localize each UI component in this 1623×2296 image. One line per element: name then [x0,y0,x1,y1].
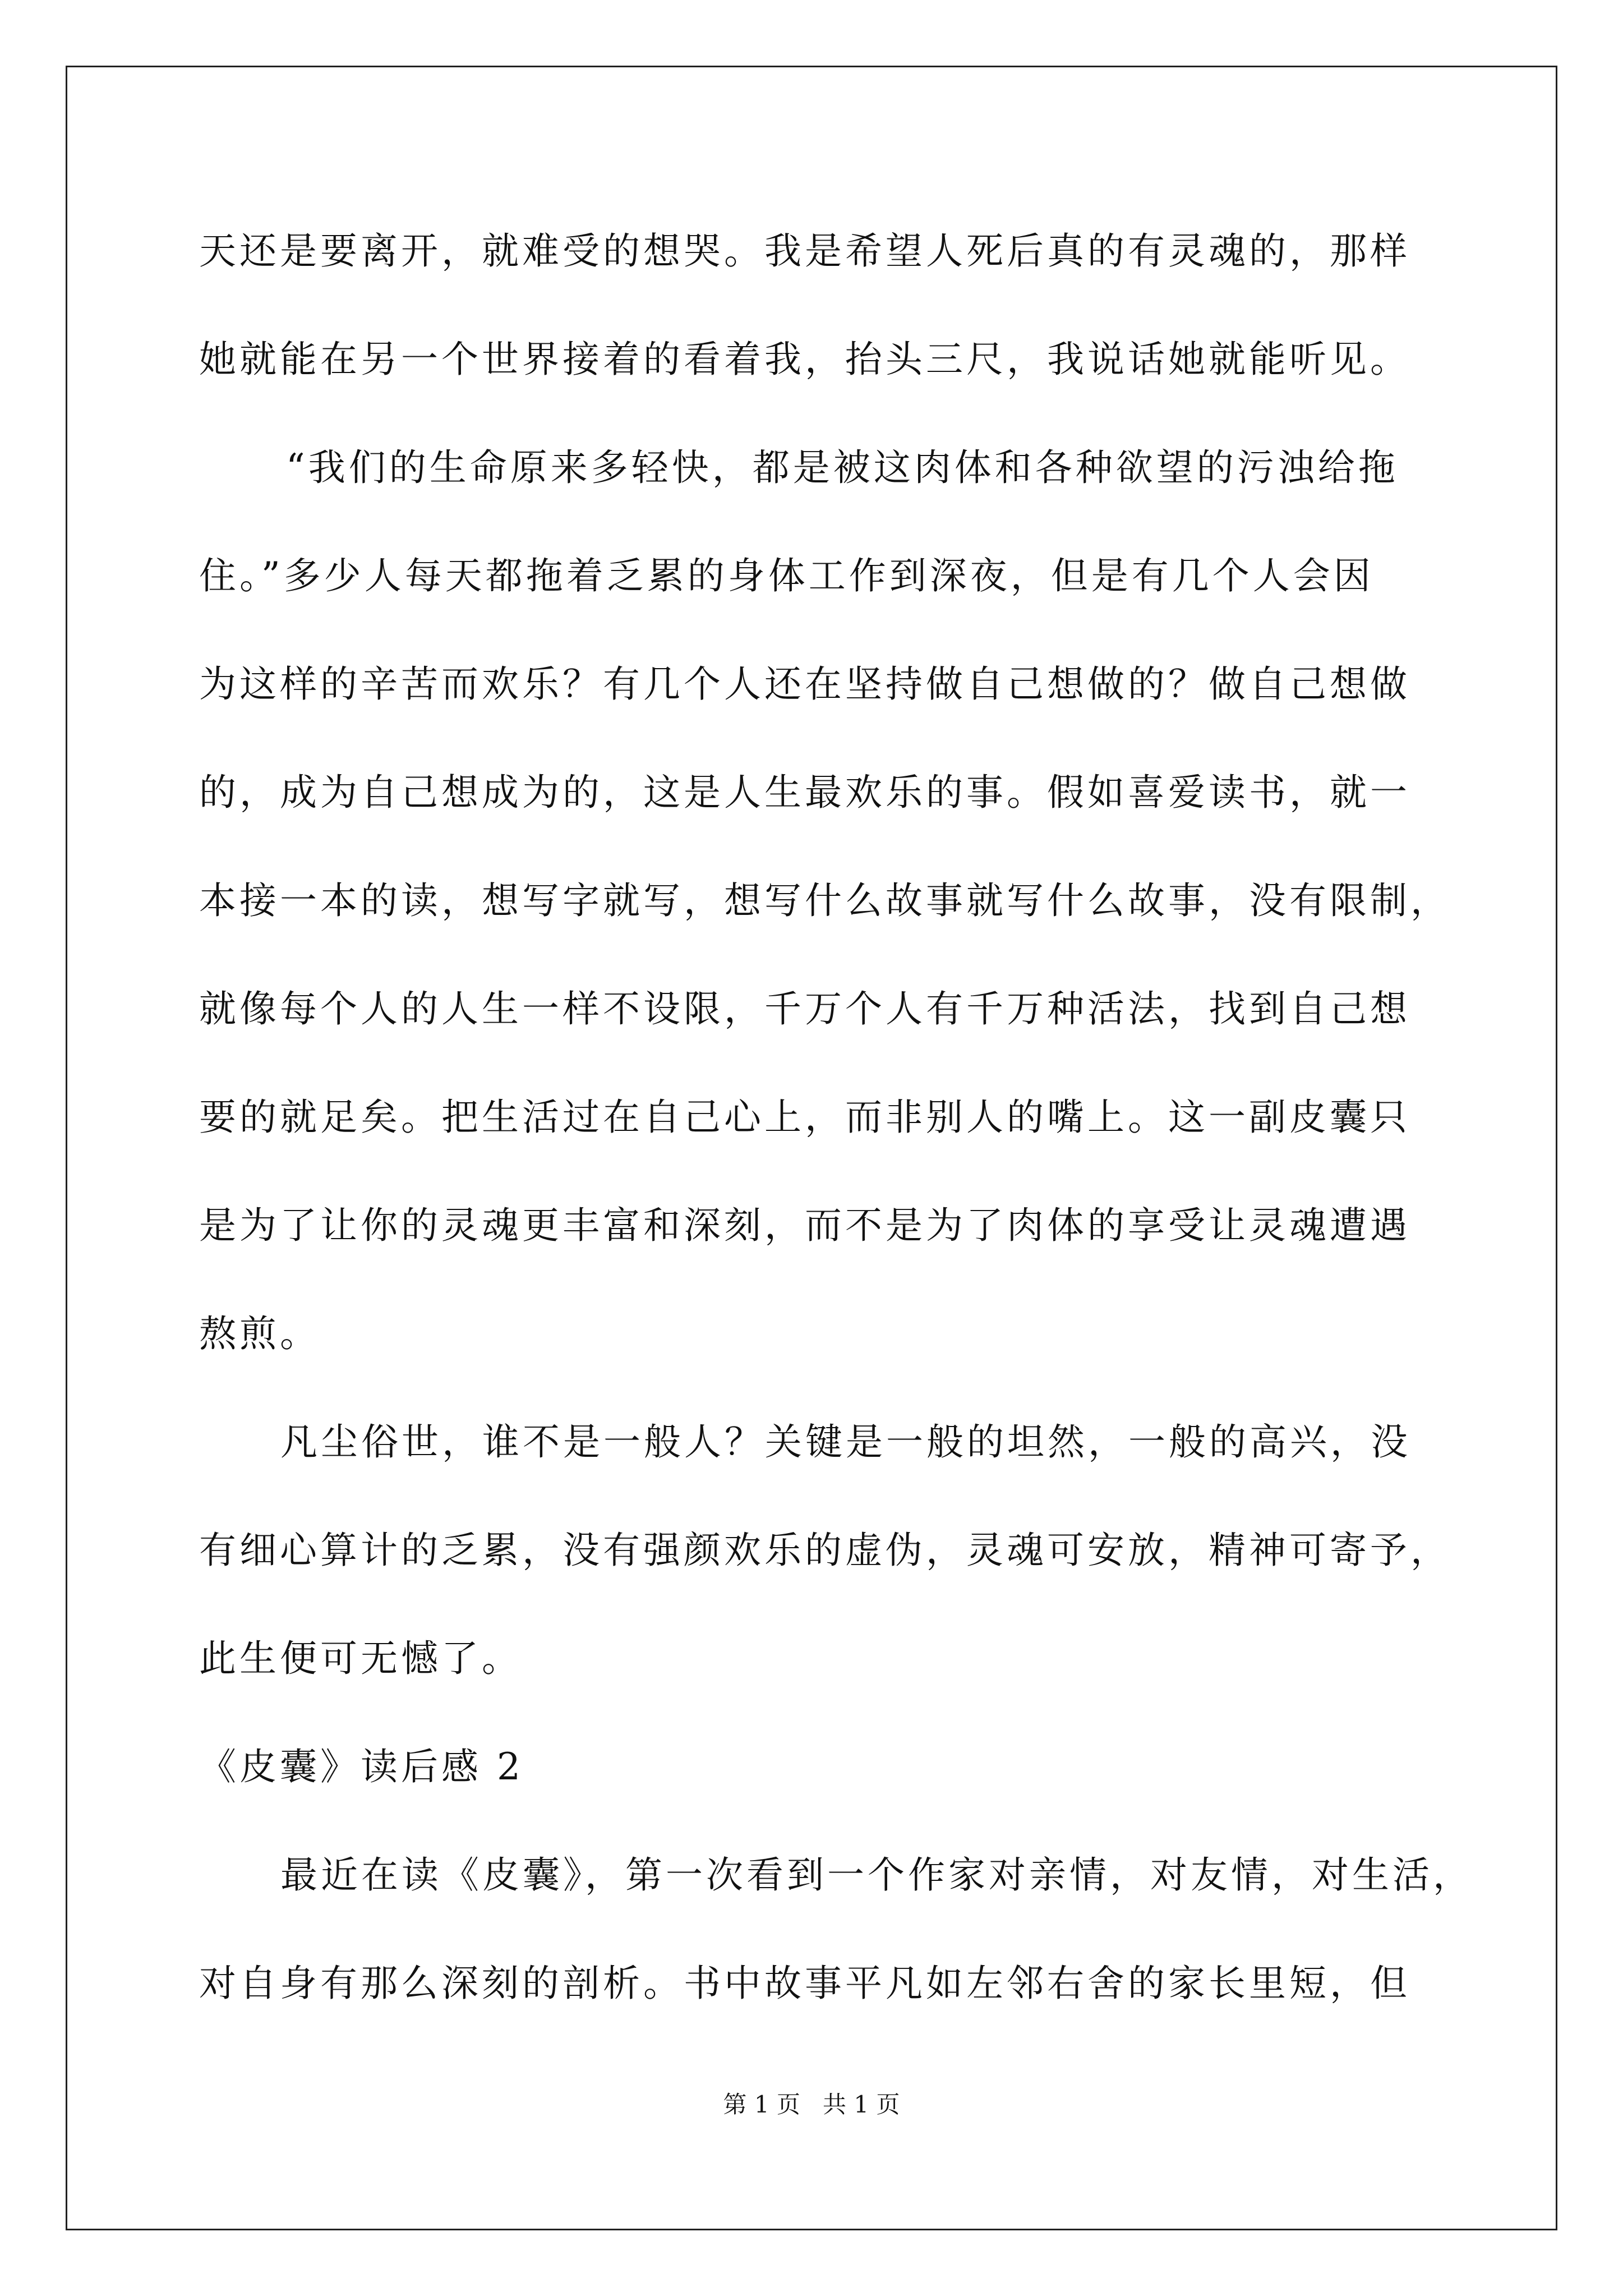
text-line: 有细心算计的乏累，没有强颜欢乐的虚伪，灵魂可安放，精神可寄予， [199,1529,1451,1572]
text-line: 最近在读《皮囊》，第一次看到一个作家对亲情，对友情，对生活， [280,1853,1473,1897]
page-border [66,66,1557,2230]
text-line: 要的就足矣。把生活过在自己心上，而非别人的嘴上。这一副皮囊只 [199,1096,1410,1139]
text-line: 她就能在另一个世界接着的看着我，抬头三尺，我说话她就能听见。 [199,338,1410,381]
text-line: 是为了让你的灵魂更丰富和深刻，而不是为了肉体的享受让灵魂遭遇 [199,1204,1410,1247]
section-heading: 《皮囊》读后感 2 [199,1745,524,1788]
text-line: 对自身有那么深刻的剖析。书中故事平凡如左邻右舍的家长里短，但 [199,1962,1410,2005]
page-footer: 第 1 页 共 1 页 [723,2091,900,2118]
text-line: 的，成为自己想成为的，这是人生最欢乐的事。假如喜爱读书，就一 [199,771,1410,814]
text-line: 天还是要离开，就难受的想哭。我是希望人死后真的有灵魂的，那样 [199,229,1410,273]
text-line: 本接一本的读，想写字就写，想写什么故事就写什么故事，没有限制， [199,879,1451,922]
text-line: “我们的生命原来多轻快，都是被这肉体和各种欲望的污浊给拖 [286,446,1399,489]
text-line: 为这样的辛苦而欢乐？有几个人还在坚持做自己想做的？做自己想做 [199,662,1410,706]
text-line: 熬煎。 [199,1312,320,1355]
text-line: 住。”多少人每天都拖着乏累的身体工作到深夜，但是有几个人会因 [199,554,1374,597]
text-line: 凡尘俗世，谁不是一般人？关键是一般的坦然，一般的高兴，没 [280,1420,1411,1464]
text-line: 此生便可无憾了。 [199,1637,522,1680]
text-line: 就像每个人的人生一样不设限，千万个人有千万种活法，找到自己想 [199,987,1410,1030]
